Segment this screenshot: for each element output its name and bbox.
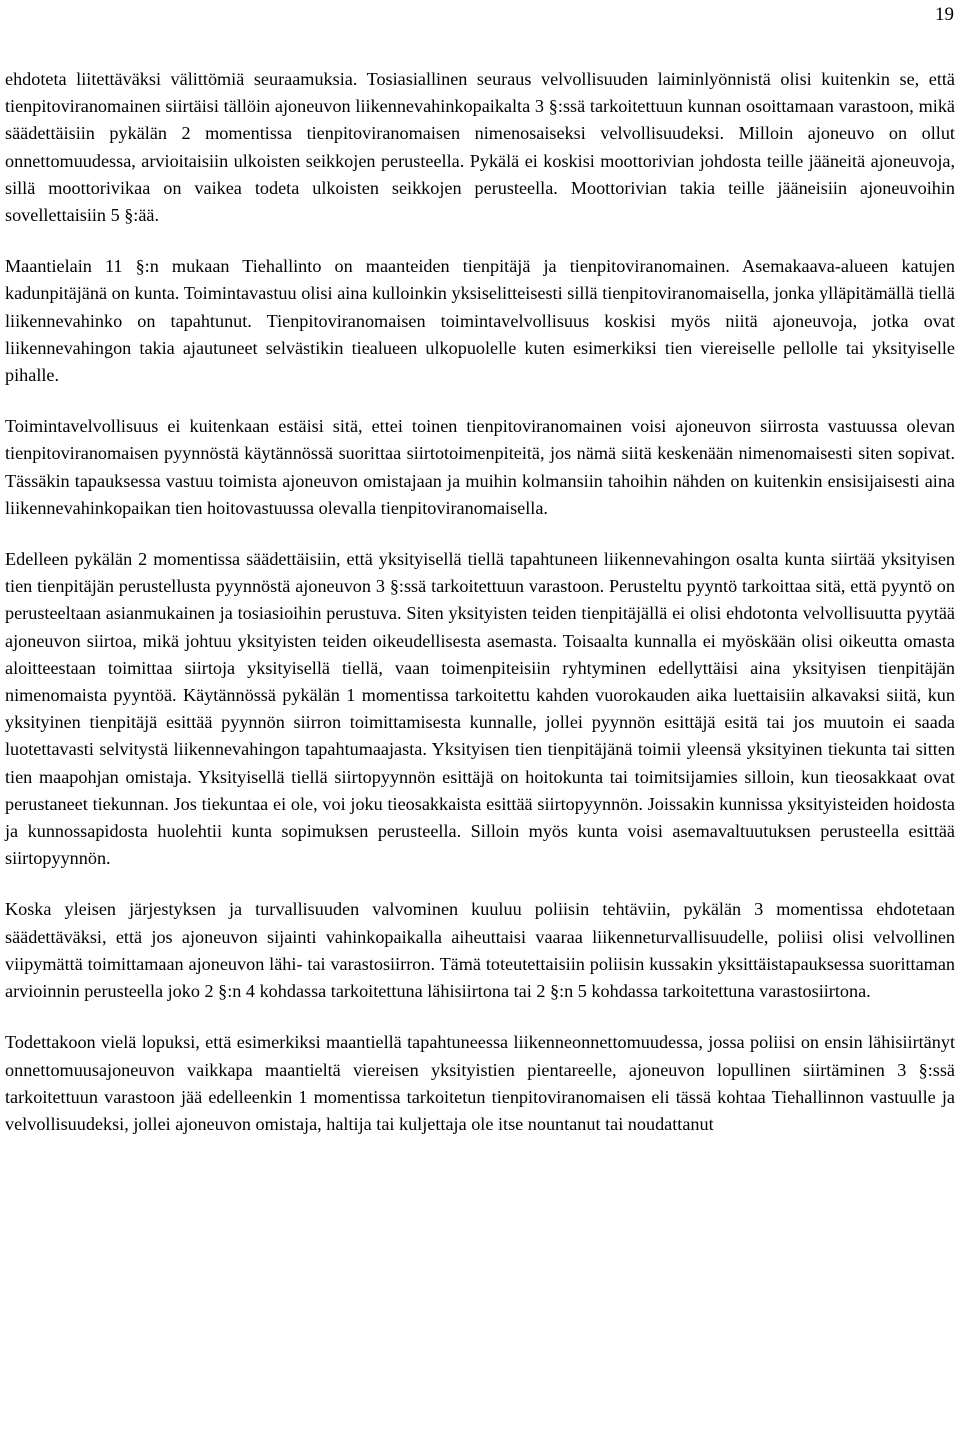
paragraph-2: Maantielain 11 §:n mukaan Tiehallinto on maanteiden tienpitäjä ja tienpitoviranomainen. Asemakaava-alueen katujen kadunpitäjänä on kunta. Toimintavastuu olisi aina kulloinkin yksiselitteisesti sillä tienpitoviranomaisella, jonka ylläpitämällä tiellä liikennevahinko on tapahtunut. Tienpitoviranomaisen toimintavelvollisuus koskisi myös niitä ajoneuvoja, jotka ovat liikennevahingon takia ajautuneet selvästikin tiealueen ulkopuolelle kuten esimerkiksi tien viereiselle pellolle tai yksityiselle pihalle.	[5, 256, 955, 386]
document-body	[5, 66, 955, 1138]
paragraph-3: Toimintavelvollisuus ei kuitenkaan estäisi sitä, ettei toinen tienpitoviranomainen voisi ajoneuvon siirrosta vastuussa olevan tienpitoviranomaisen pyynnöstä käytännössä suorittaa siirtotoimenpiteitä, jos nämä siitä keskenään nimenomaisesti siten sopivat. Tässäkin tapauksessa vastuu toimista ajoneuvon omistajaan ja muihin kolmansiin tahoihin nähden on kuitenkin ensisijaisesti aina liikennevahinkopaikan tien hoitovastuussa olevalla tienpitoviranomaisella.	[5, 416, 955, 518]
paragraph-1: ehdoteta liitettäväksi välittömiä seuraamuksia. Tosiasiallinen seuraus velvollisuuden laiminlyönnistä olisi kuitenkin se, että tienpitoviranomainen siirtäisi tällöin ajoneuvon liikennevahinkopaikalta 3 §:ssä tarkoitettuun kunnan osoittamaan varastoon, mikä säädettäisiin pykälän 2 momentissa tienpitoviranomaisen nimenosaiseksi velvollisuudeksi. Milloin ajoneuvo on ollut onnettomuudessa, arvioitaisiin ulkoisten seikkojen perusteella. Pykälä ei koskisi moottorivian johdosta teille jääneitä ajoneuvoja, sillä moottorivikaa on vaikea todeta ulkoisten seikkojen perusteella. Moottorivian takia teille jääneisiin ajoneuvoihin sovellettaisiin 5 §:ää.	[5, 69, 955, 226]
paragraph-4: Edelleen pykälän 2 momentissa säädettäisiin, että yksityisellä tiellä tapahtuneen liikennevahingon osalta kunta siirtää yksityisen tien tienpitäjän perustellusta pyynnöstä ajoneuvon 3 §:ssä tarkoitettuun varastoon. Perusteltu pyyntö tarkoittaa sitä, että pyyntö on perusteeltaan asianmukainen ja tosiasioihin perustuva. Siten yksityisten teiden tienpitäjällä ei olisi ehdotonta velvollisuutta pyytää ajoneuvon siirtoa, mikä johtuu yksityisten teiden oikeudellisesta asemasta. Toisaalta kunnalla ei myöskään olisi oikeutta omasta aloitteestaan toimittaa siirtoja yksityisellä tiellä, vaan toimenpiteisiin ryhtyminen edellyttäisi aina yksityisen tienpitäjän nimenomaista pyyntöä. Käytännössä pykälän 1 momentissa tarkoitettu kahden vuorokauden aika luettaisiin alkavaksi siitä, kun yksityinen tienpitäjä esittää pyynnön siirron toimittamisesta kunnalle, jollei pyynnön esittäjä esitä tai jos muutoin ei saada luotettavasti selvitystä liikennevahingon tapahtumaajasta. Yksityisen tien tienpitäjänä toimii yleensä yksityinen tiekunta tai sitten tien maapohjan omistaja. Yksityisellä tiellä siirtopyynnön esittäjä on hoitokunta tai toimitsijamies silloin, kun tieosakkaat ovat perustaneet tiekunnan. Jos tiekuntaa ei ole, voi joku tieosakkaista esittää siirtopyynnön. Joissakin kunnissa yksityisteiden hoidosta ja kunnossapidosta huolehtii kunta sopimuksen perusteella. Silloin myös kunta voisi asemavaltuutuksen perusteella esittää siirtopyynnön.	[5, 549, 955, 869]
paragraph-6: Todettakoon vielä lopuksi, että esimerkiksi maantiellä tapahtuneessa liikenneonnettomuudessa, jossa poliisi on ensin lähisiirtänyt onnettomuusajoneuvon vaikkapa maantieltä viereisen yksityistien pientareelle, ajoneuvon lopullinen siirtäminen 3 §:ssä tarkoitettuun varastoon jää edelleenkin 1 momentissa tarkoitetun tienpitoviranomaisen eli tässä kohtaa Tiehallinnon vastuulle ja velvollisuudeksi, jollei ajoneuvon omistaja, haltija tai kuljettaja ole itse nountanut tai noudattanut	[5, 1032, 955, 1134]
paragraph-5: Koska yleisen järjestyksen ja turvallisuuden valvominen kuuluu poliisin tehtäviin, pykälän 3 momentissa ehdotetaan säädettäväksi, että jos ajoneuvon sijainti vahinkopaikalla aiheuttaisi vaaraa liikenneturvallisuudelle, poliisi olisi velvollinen viipymättä toimittamaan ajoneuvon lähi- tai varastosiirron. Tämä toteutettaisiin poliisin kussakin yksittäistapauksessa suorittaman arvioinnin perusteella joko 2 §:n 4 kohdassa tarkoitettuna lähisiirtona tai 2 §:n 5 kohdassa tarkoitettuna varastosiirtona.	[5, 899, 955, 1002]
page-number: 19	[935, 4, 954, 25]
